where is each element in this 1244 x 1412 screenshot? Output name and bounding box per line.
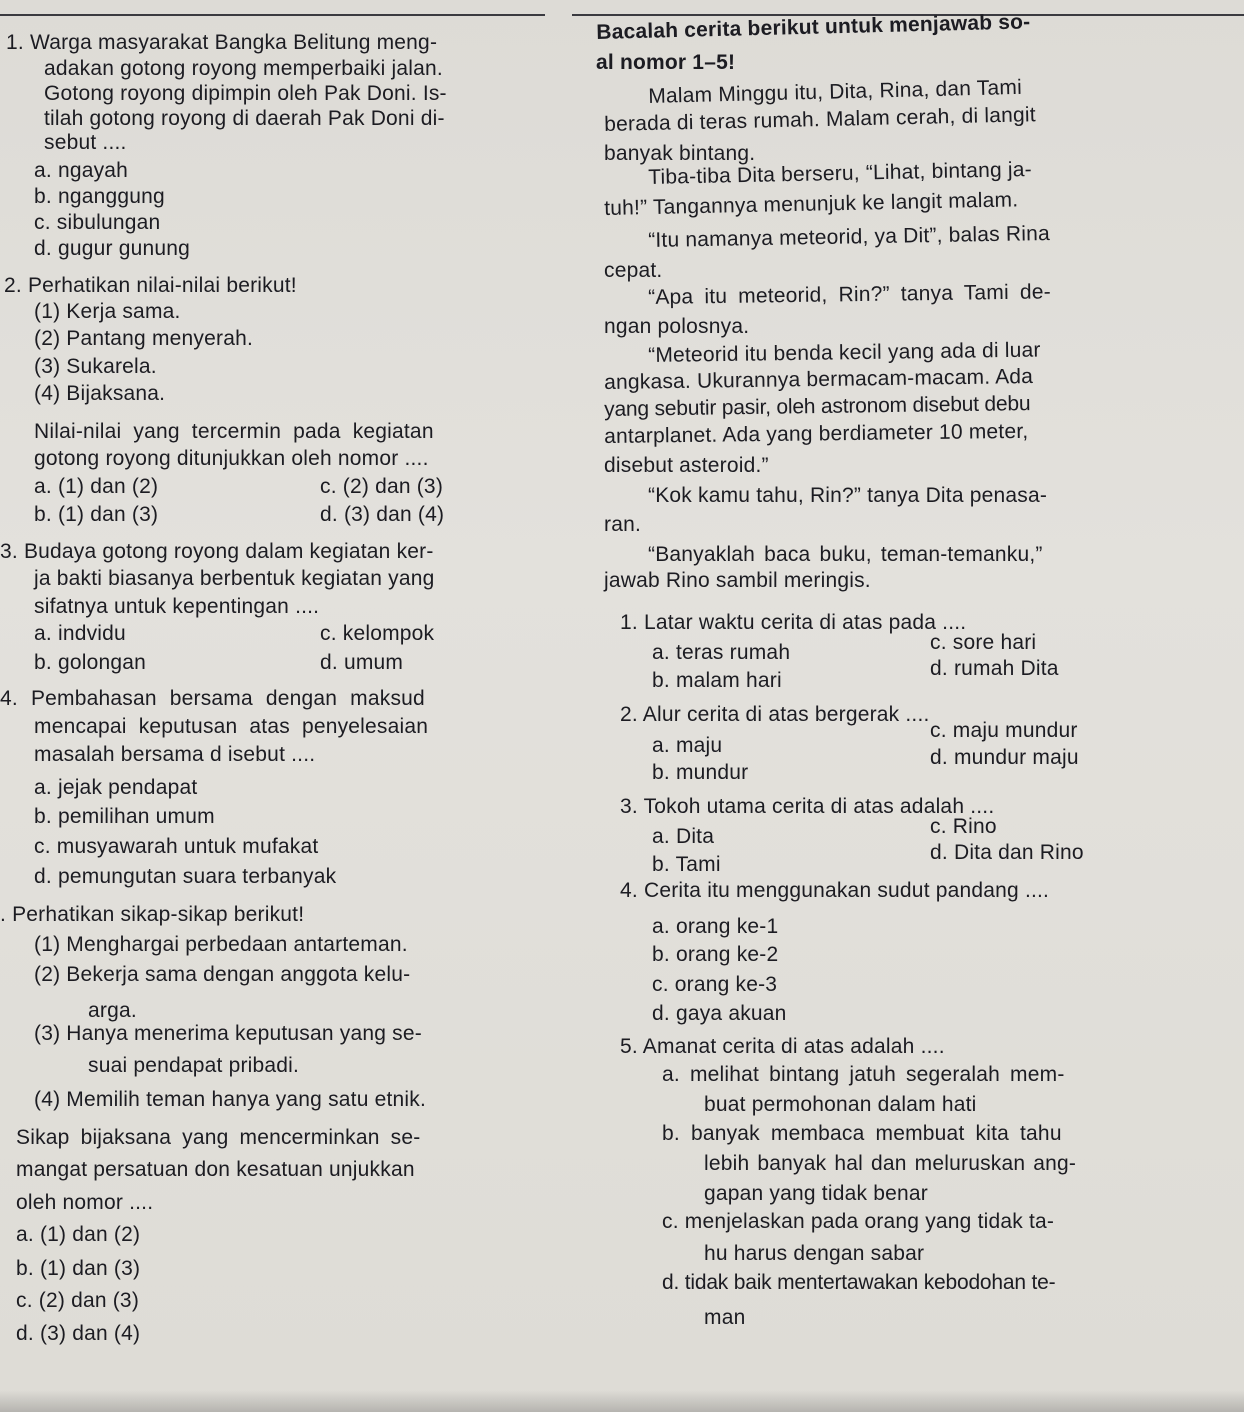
- list-item: (4) Bijaksana.: [34, 382, 166, 405]
- question-text: Nilai-nilai yang tercermin pada kegiatan: [34, 420, 434, 443]
- answer-option[interactable]: d. rumah Dita: [930, 657, 1059, 680]
- answer-option[interactable]: a. melihat bintang jatuh segeralah mem-: [662, 1063, 1065, 1086]
- answer-option[interactable]: b. (1) dan (3): [34, 503, 159, 526]
- story-line: tuh!” Tangannya menunjuk ke langit malam.: [604, 188, 1019, 220]
- question-text: mangat persatuan don kesatuan unjukkan: [16, 1158, 415, 1181]
- list-item: (1) Kerja sama.: [34, 300, 181, 323]
- question-text: 2. Perhatikan nilai-nilai berikut!: [4, 274, 297, 297]
- story-line: ngan polosnya.: [604, 315, 750, 338]
- story-line: Malam Minggu itu, Dita, Rina, dan Tami: [648, 75, 1023, 108]
- list-item: (4) Memilih teman hanya yang satu etnik.: [34, 1088, 427, 1111]
- answer-option[interactable]: a. jejak pendapat: [34, 776, 198, 799]
- story-line: disebut asteroid.”: [604, 454, 769, 477]
- answer-option[interactable]: c. maju mundur: [930, 719, 1078, 742]
- answer-option-continued: lebih banyak hal dan meluruskan ang-: [704, 1152, 1077, 1175]
- list-item: (3) Sukarela.: [34, 355, 157, 378]
- answer-option[interactable]: c. kelompok: [320, 622, 435, 645]
- answer-option[interactable]: b. banyak membaca membuat kita tahu: [662, 1122, 1062, 1145]
- question-text: 1. Latar waktu cerita di atas pada ....: [620, 611, 967, 634]
- answer-option-continued: man: [704, 1306, 746, 1329]
- answer-option-continued: buat permohonan dalam hati: [704, 1093, 977, 1116]
- answer-option-continued: gapan yang tidak benar: [704, 1182, 928, 1205]
- question-text: . Perhatikan sikap-sikap berikut!: [0, 903, 305, 926]
- question-text: 2. Alur cerita di atas bergerak ....: [620, 703, 930, 726]
- answer-option[interactable]: a. Dita: [652, 825, 715, 848]
- top-rule-left: [0, 14, 545, 16]
- answer-option[interactable]: d. gaya akuan: [652, 1002, 787, 1025]
- answer-option[interactable]: c. sore hari: [930, 631, 1037, 654]
- answer-option[interactable]: a. orang ke-1: [652, 915, 779, 938]
- answer-option[interactable]: a. (1) dan (2): [34, 475, 159, 498]
- list-item: arga.: [88, 999, 137, 1022]
- question-text: Gotong royong dipimpin oleh Pak Doni. Is-: [44, 82, 447, 105]
- answer-option[interactable]: c. menjelaskan pada orang yang tidak ta-: [662, 1210, 1055, 1233]
- story-line: berada di teras rumah. Malam cerah, di langit: [604, 103, 1036, 136]
- answer-option[interactable]: d. (3) dan (4): [320, 503, 445, 526]
- question-text: masalah bersama d isebut ....: [34, 743, 316, 766]
- question-text: 3. Tokoh utama cerita di atas adalah ....: [620, 795, 995, 818]
- question-text: 1. Warga masyarakat Bangka Belitung meng-: [6, 31, 438, 54]
- answer-option[interactable]: d. umum: [320, 651, 404, 674]
- list-item: suai pendapat pribadi.: [88, 1054, 300, 1077]
- story-line: “Meteorid itu benda kecil yang ada di luar: [648, 338, 1041, 367]
- list-item: (2) Pantang menyerah.: [34, 327, 253, 350]
- answer-option[interactable]: a. ngayah: [34, 159, 129, 182]
- answer-option[interactable]: b. (1) dan (3): [16, 1257, 141, 1280]
- question-text: 3. Budaya gotong royong dalam kegiatan ker-: [0, 540, 434, 563]
- story-line: banyak bintang.: [604, 142, 756, 165]
- answer-option[interactable]: d. tidak baik mentertawakan kebodohan te-: [662, 1271, 1056, 1294]
- answer-option[interactable]: d. Dita dan Rino: [930, 841, 1084, 864]
- answer-option[interactable]: c. (2) dan (3): [320, 475, 444, 498]
- question-text: adakan gotong royong memperbaiki jalan.: [44, 57, 443, 80]
- answer-option[interactable]: b. golongan: [34, 651, 146, 674]
- answer-option[interactable]: a. indvidu: [34, 622, 126, 645]
- question-text: 4. Cerita itu menggunakan sudut pandang ....: [620, 879, 1050, 902]
- question-text: tilah gotong royong di daerah Pak Doni di-: [44, 107, 445, 130]
- answer-option[interactable]: a. maju: [652, 734, 723, 757]
- question-text: oleh nomor ....: [16, 1191, 154, 1214]
- answer-option[interactable]: c. (2) dan (3): [16, 1289, 140, 1312]
- answer-option[interactable]: b. mundur: [652, 761, 749, 784]
- list-item: (3) Hanya menerima keputusan yang se-: [34, 1022, 422, 1045]
- story-line: cepat.: [604, 259, 663, 282]
- answer-option[interactable]: d. pemungutan suara terbanyak: [34, 865, 337, 888]
- question-text: 4. Pembahasan bersama dengan maksud: [0, 687, 425, 710]
- story-line: “Itu namanya meteorid, ya Dit”, balas Rina: [648, 221, 1051, 252]
- answer-option[interactable]: d. gugur gunung: [34, 237, 190, 260]
- answer-option[interactable]: d. (3) dan (4): [16, 1322, 141, 1345]
- story-line: yang sebutir pasir, oleh astronom disebut debu: [604, 392, 1031, 421]
- question-text: sebut ....: [44, 131, 127, 154]
- question-text: gotong royong ditunjukkan oleh nomor ....: [34, 447, 429, 470]
- answer-option[interactable]: b. Tami: [652, 853, 721, 876]
- story-line: angkasa. Ukurannya bermacam-macam. Ada: [604, 365, 1034, 394]
- answer-option[interactable]: c. sibulungan: [34, 211, 161, 234]
- answer-option[interactable]: c. orang ke-3: [652, 973, 778, 996]
- story-line: ran.: [604, 513, 641, 536]
- question-text: sifatnya untuk kepentingan ....: [34, 595, 320, 618]
- answer-option[interactable]: a. teras rumah: [652, 641, 791, 664]
- reading-instruction: Bacalah cerita berikut untuk menjawab so-: [596, 10, 1031, 44]
- story-line: Tiba-tiba Dita berseru, “Lihat, bintang ja-: [648, 157, 1033, 189]
- answer-option[interactable]: c. Rino: [930, 815, 997, 838]
- page-edge-shadow: [0, 1390, 1244, 1412]
- list-item: (2) Bekerja sama dengan anggota kelu-: [34, 963, 411, 986]
- list-item: (1) Menghargai perbedaan antarteman.: [34, 933, 408, 956]
- story-line: “Kok kamu tahu, Rin?” tanya Dita penasa-: [648, 484, 1048, 507]
- answer-option[interactable]: b. orang ke-2: [652, 943, 779, 966]
- question-text: 5. Amanat cerita di atas adalah ....: [620, 1035, 945, 1058]
- answer-option[interactable]: a. (1) dan (2): [16, 1223, 141, 1246]
- answer-option[interactable]: b. nganggung: [34, 185, 165, 208]
- answer-option[interactable]: c. musyawarah untuk mufakat: [34, 835, 319, 858]
- answer-option[interactable]: d. mundur maju: [930, 746, 1079, 769]
- story-line: jawab Rino sambil meringis.: [604, 569, 871, 592]
- story-line: antarplanet. Ada yang berdiameter 10 meter,: [604, 419, 1029, 448]
- question-text: ja bakti biasanya berbentuk kegiatan yang: [34, 567, 435, 590]
- answer-option-continued: hu harus dengan sabar: [704, 1242, 925, 1265]
- reading-instruction: al nomor 1–5!: [596, 51, 736, 74]
- answer-option[interactable]: b. malam hari: [652, 669, 782, 692]
- answer-option[interactable]: b. pemilihan umum: [34, 805, 215, 828]
- story-line: “Banyaklah baca buku, teman-temanku,”: [648, 543, 1043, 566]
- story-line: “Apa itu meteorid, Rin?” tanya Tami de-: [648, 280, 1052, 309]
- question-text: Sikap bijaksana yang mencerminkan se-: [16, 1126, 421, 1149]
- question-text: mencapai keputusan atas penyelesaian: [34, 715, 429, 738]
